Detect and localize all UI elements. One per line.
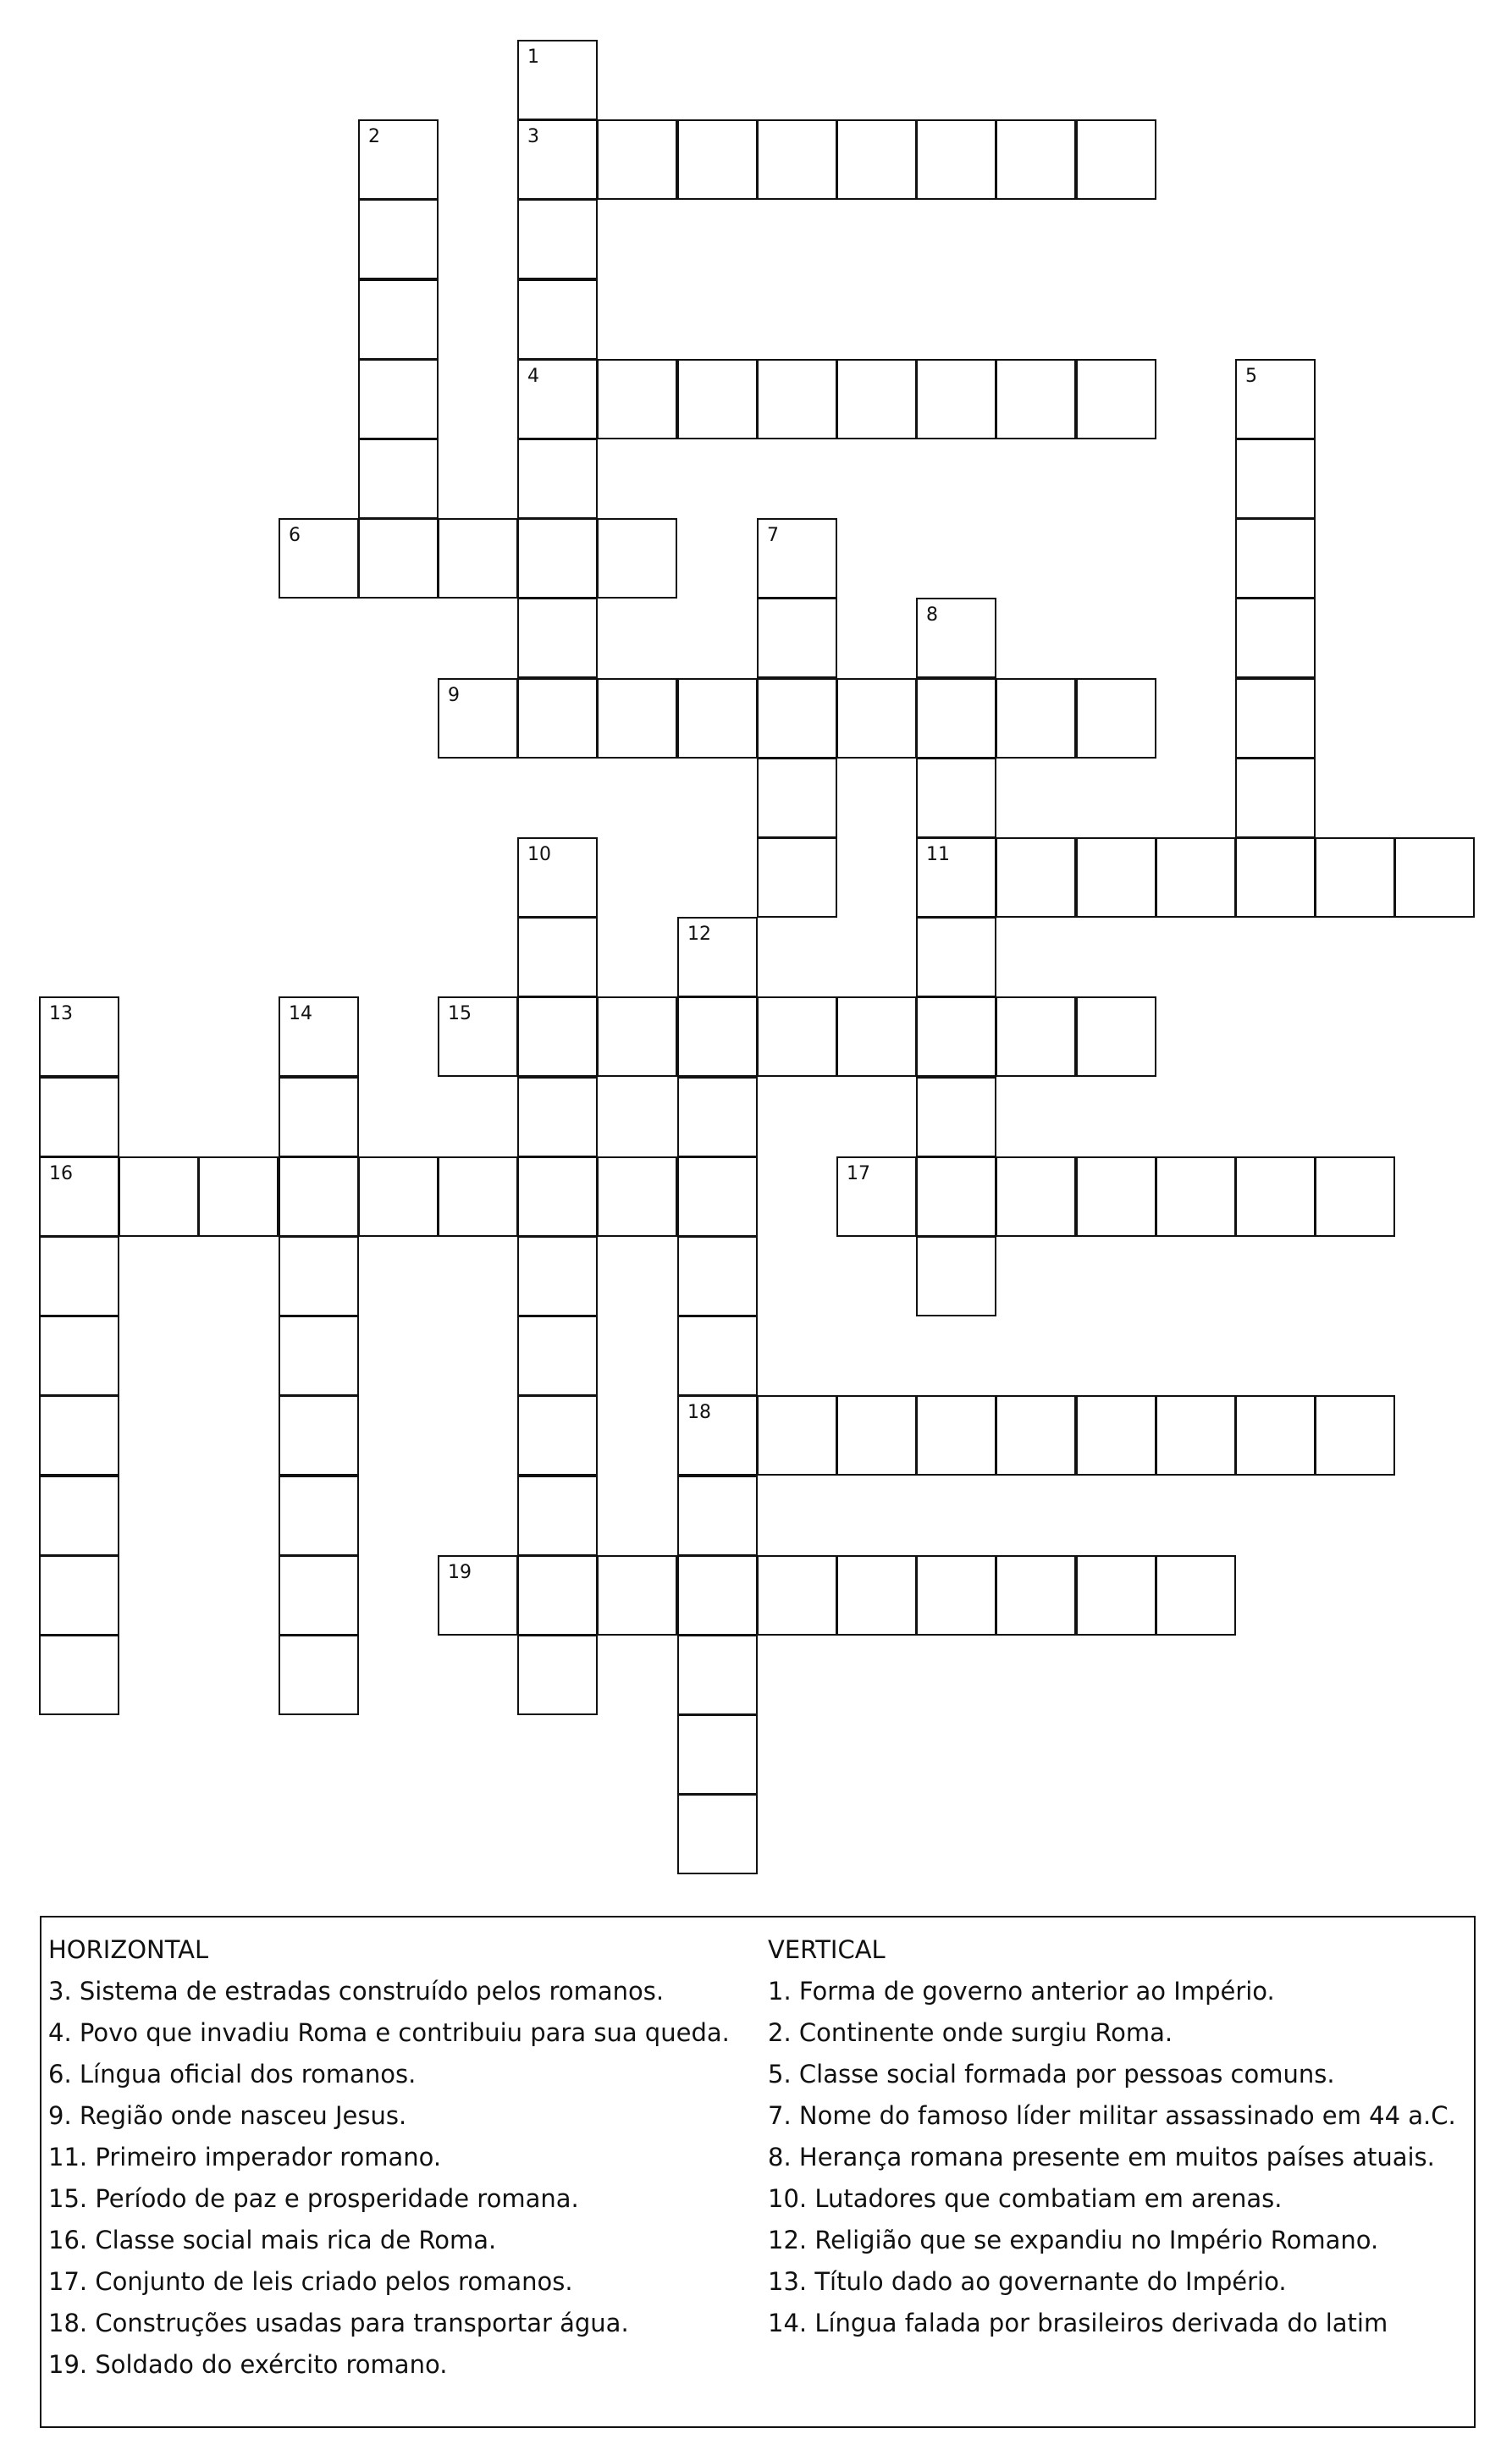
grid-cell[interactable] [677,1555,758,1636]
clue-vertical-2: 2. Continente onde surgiu Roma. [768,2018,1173,2047]
clue-vertical-12: 12. Religião que se expandiu no Império Romano. [768,2226,1379,2254]
grid-cell[interactable] [836,119,917,200]
grid-cell[interactable] [1235,598,1316,678]
grid-cell[interactable] [996,359,1076,439]
grid-cell[interactable] [1156,1395,1236,1476]
grid-cell[interactable] [677,1395,758,1476]
grid-cell[interactable] [517,917,598,997]
grid-cell[interactable] [279,996,359,1077]
grid-cell[interactable] [597,1555,677,1636]
grid-cell[interactable] [757,1395,837,1476]
grid-cell[interactable] [916,1077,996,1157]
grid-cell[interactable] [517,678,598,759]
clues-box [40,1916,1476,2428]
grid-cell[interactable] [1076,678,1156,759]
grid-cell[interactable] [517,1635,598,1715]
horizontal-clues [48,1929,730,2386]
grid-cell[interactable] [996,996,1076,1077]
grid-cell[interactable] [916,1395,996,1476]
grid-cell[interactable] [1235,837,1316,918]
vertical-clue-list [768,1971,1456,2344]
grid-cell[interactable] [39,1555,119,1636]
grid-cell[interactable] [996,1395,1076,1476]
clue-vertical-13: 13. Título dado ao governante do Império. [768,2267,1287,2296]
grid-cell[interactable] [517,1236,598,1316]
grid-cell[interactable] [198,1156,279,1237]
grid-cell[interactable] [517,837,598,918]
grid-cell[interactable] [517,996,598,1077]
grid-cell[interactable] [358,1156,439,1237]
clue-vertical-10: 10. Lutadores que combatiam em arenas. [768,2184,1283,2213]
clue-horizontal-18: 18. Construções usadas para transportar água. [48,2309,629,2337]
clue-horizontal-19: 19. Soldado do exército romano. [48,2350,448,2379]
grid-cell[interactable] [757,678,837,759]
grid-cell[interactable] [39,1395,119,1476]
grid-cell[interactable] [39,1316,119,1396]
grid-cell[interactable] [438,678,518,759]
grid-cell[interactable] [1235,439,1316,519]
clue-number: 9 [448,685,460,706]
clue-number: 4 [527,366,539,387]
grid-cell[interactable] [597,359,677,439]
clue-vertical-8: 8. Herança romana presente em muitos países atuais. [768,2143,1435,2171]
grid-cell[interactable] [916,1236,996,1316]
grid-cell[interactable] [517,199,598,279]
grid-cell[interactable] [1076,359,1156,439]
grid-cell[interactable] [916,678,996,759]
grid-cell[interactable] [1235,1156,1316,1237]
grid-cell[interactable] [1315,1395,1395,1476]
grid-cell[interactable] [517,1395,598,1476]
grid-cell[interactable] [438,1555,518,1636]
grid-cell[interactable] [1394,837,1475,918]
grid-cell[interactable] [757,598,837,678]
grid-cell[interactable] [677,1714,758,1795]
grid-cell[interactable] [757,1555,837,1636]
grid-cell[interactable] [517,1555,598,1636]
clue-vertical-1: 1. Forma de governo anterior ao Império. [768,1977,1275,2006]
clue-number: 16 [49,1163,73,1184]
grid-cell[interactable] [358,119,439,200]
horizontal-title: HORIZONTAL [48,1935,209,1964]
grid-cell[interactable] [517,1316,598,1396]
grid-cell[interactable] [677,996,758,1077]
clue-number: 15 [448,1003,472,1024]
grid-cell[interactable] [1235,758,1316,838]
grid-cell[interactable] [677,678,758,759]
clue-number: 5 [1245,366,1257,387]
grid-cell[interactable] [358,199,439,279]
grid-cell[interactable] [358,279,439,360]
clue-number: 3 [527,126,539,147]
grid-cell[interactable] [836,1555,917,1636]
clue-number: 6 [289,525,301,546]
clue-number: 10 [527,844,551,865]
grid-cell[interactable] [279,1236,359,1316]
grid-cell[interactable] [916,758,996,838]
grid-cell[interactable] [279,1077,359,1157]
grid-cell[interactable] [517,359,598,439]
grid-cell[interactable] [836,1395,917,1476]
clue-number: 17 [847,1163,870,1184]
clue-horizontal-17: 17. Conjunto de leis criado pelos romanos. [48,2267,573,2296]
clue-number: 1 [527,47,539,68]
grid-cell[interactable] [517,40,598,120]
grid-cell[interactable] [996,119,1076,200]
grid-cell[interactable] [916,359,996,439]
vertical-title: VERTICAL [768,1935,886,1964]
grid-cell[interactable] [279,1476,359,1556]
grid-cell[interactable] [517,439,598,519]
grid-cell[interactable] [996,678,1076,759]
grid-cell[interactable] [677,917,758,997]
grid-cell[interactable] [677,119,758,200]
grid-cell[interactable] [677,1635,758,1715]
grid-cell[interactable] [438,518,518,599]
clue-number: 2 [368,126,380,147]
grid-cell[interactable] [836,678,917,759]
clue-horizontal-9: 9. Região onde nasceu Jesus. [48,2101,407,2130]
grid-cell[interactable] [757,119,837,200]
grid-cell[interactable] [358,359,439,439]
grid-cell[interactable] [358,439,439,519]
grid-cell[interactable] [1076,1156,1156,1237]
clue-horizontal-6: 6. Língua oficial dos romanos. [48,2060,417,2089]
grid-cell[interactable] [1076,1555,1156,1636]
clue-number: 11 [926,844,950,865]
grid-cell[interactable] [1235,1395,1316,1476]
grid-cell[interactable] [916,1156,996,1237]
grid-cell[interactable] [757,758,837,838]
grid-cell[interactable] [1076,119,1156,200]
grid-cell[interactable] [1076,1395,1156,1476]
grid-cell[interactable] [597,518,677,599]
grid-cell[interactable] [119,1156,199,1237]
clue-number: 14 [289,1003,312,1024]
grid-cell[interactable] [1076,837,1156,918]
grid-cell[interactable] [39,1635,119,1715]
grid-cell[interactable] [438,996,518,1077]
grid-cell[interactable] [517,1156,598,1237]
grid-cell[interactable] [677,1794,758,1874]
clue-horizontal-15: 15. Período de paz e prosperidade romana. [48,2184,579,2213]
clue-horizontal-3: 3. Sistema de estradas construído pelos romanos. [48,1977,665,2006]
grid-cell[interactable] [677,1156,758,1237]
grid-cell[interactable] [916,598,996,678]
grid-cell[interactable] [916,837,996,918]
grid-cell[interactable] [597,678,677,759]
clue-number: 18 [687,1402,711,1423]
grid-cell[interactable] [597,996,677,1077]
grid-cell[interactable] [757,359,837,439]
grid-cell[interactable] [916,917,996,997]
grid-cell[interactable] [517,119,598,200]
grid-cell[interactable] [39,996,119,1077]
grid-cell[interactable] [39,1077,119,1157]
grid-cell[interactable] [757,518,837,599]
vertical-clues [768,1929,1456,2344]
grid-cell[interactable] [517,279,598,360]
horizontal-clue-list [48,1971,730,2386]
clue-vertical-7: 7. Nome do famoso líder militar assassinado em 44 a.C. [768,2101,1456,2130]
grid-cell[interactable] [996,1555,1076,1636]
grid-cell[interactable] [677,359,758,439]
clue-vertical-5: 5. Classe social formada por pessoas comuns. [768,2060,1335,2089]
grid-cell[interactable] [517,1476,598,1556]
grid-cell[interactable] [916,1555,996,1636]
clue-horizontal-16: 16. Classe social mais rica de Roma. [48,2226,497,2254]
grid-cell[interactable] [279,1555,359,1636]
grid-cell[interactable] [438,1156,518,1237]
clue-horizontal-11: 11. Primeiro imperador romano. [48,2143,442,2171]
grid-cell[interactable] [279,1316,359,1396]
clue-number: 19 [448,1562,472,1583]
grid-cell[interactable] [996,1156,1076,1237]
grid-cell[interactable] [1235,678,1316,759]
grid-cell[interactable] [279,518,359,599]
grid-cell[interactable] [836,996,917,1077]
grid-cell[interactable] [358,518,439,599]
grid-cell[interactable] [597,119,677,200]
grid-cell[interactable] [1315,837,1395,918]
clue-number: 13 [49,1003,73,1024]
grid-cell[interactable] [1076,996,1156,1077]
grid-cell[interactable] [39,1156,119,1237]
grid-cell[interactable] [279,1156,359,1237]
grid-cell[interactable] [1156,837,1236,918]
grid-cell[interactable] [39,1476,119,1556]
grid-cell[interactable] [1156,1555,1236,1636]
grid-cell[interactable] [1235,359,1316,439]
grid-cell[interactable] [677,1316,758,1396]
grid-cell[interactable] [677,1077,758,1157]
grid-cell[interactable] [517,1077,598,1157]
grid-cell[interactable] [916,996,996,1077]
grid-cell[interactable] [677,1476,758,1556]
grid-cell[interactable] [279,1635,359,1715]
grid-cell[interactable] [757,996,837,1077]
grid-cell[interactable] [39,1236,119,1316]
grid-cell[interactable] [916,119,996,200]
grid-cell[interactable] [1156,1156,1236,1237]
grid-cell[interactable] [996,837,1076,918]
clue-number: 12 [687,924,711,945]
clue-number: 7 [767,525,779,546]
grid-cell[interactable] [836,359,917,439]
grid-cell[interactable] [279,1395,359,1476]
grid-cell[interactable] [517,518,598,599]
grid-cell[interactable] [677,1236,758,1316]
grid-cell[interactable] [836,1156,917,1237]
grid-cell[interactable] [597,1156,677,1237]
clue-horizontal-4: 4. Povo que invadiu Roma e contribuiu para sua queda. [48,2018,730,2047]
grid-cell[interactable] [1315,1156,1395,1237]
grid-cell[interactable] [757,837,837,918]
clue-number: 8 [926,604,938,626]
clue-vertical-14: 14. Língua falada por brasileiros derivada do latim [768,2309,1388,2337]
grid-cell[interactable] [1235,518,1316,599]
grid-cell[interactable] [517,598,598,678]
